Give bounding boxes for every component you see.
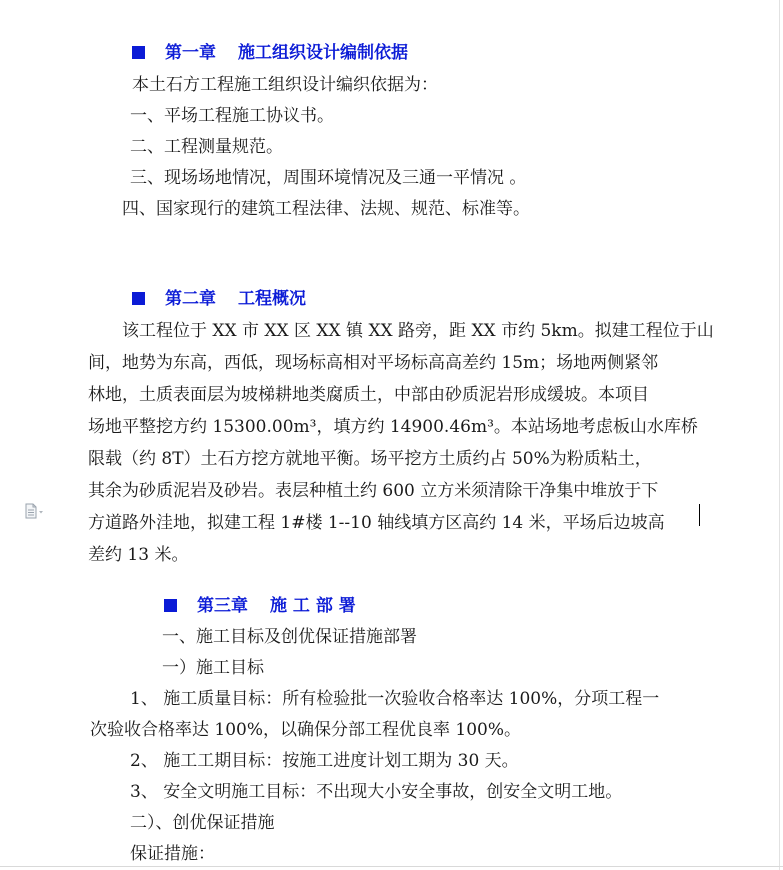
chapter2-line-4: 场地平整挖方约 15300.00m³，填方约 14900.46m³。本站场地考虑板山水库桥: [88, 417, 698, 437]
chapter2-line-3: 林地，土质表面层为坡梯耕地类腐质土，中部由砂质泥岩形成缓坡。本项目: [88, 385, 649, 405]
chapter3-goal1-line2: 次验收合格率达 100%，以确保分部工程优良率 100%。: [90, 720, 522, 740]
chapter2-line-5: 限载（约 8T）土石方挖方就地平衡。场平挖方土质约占 50%为粉质粘土，: [88, 449, 652, 469]
chapter2-title: 第二章: [165, 289, 216, 309]
document-paragraph-icon[interactable]: [24, 503, 44, 519]
bullet-square-icon: [164, 599, 177, 612]
chapter1-heading: [132, 43, 408, 63]
bullet-square-icon: [132, 46, 145, 59]
chapter3-goal3: 3、 安全文明施工目标：不出现大小安全事故，创安全文明工地。: [130, 782, 623, 802]
chapter2-subtitle: 工程概况: [238, 289, 306, 309]
chapter3-title: 第三章: [197, 596, 248, 616]
page-bottom-edge: [0, 866, 783, 867]
chapter1-item-4: 四、国家现行的建筑工程法律、法规、规范、标准等。: [122, 199, 530, 219]
chapter3-goal1-line1: 1、 施工质量目标：所有检验批一次验收合格率达 100%，分项工程一: [130, 689, 660, 709]
chapter1-item-2: 二、工程测量规范。: [130, 137, 283, 157]
chapter3-sub1: 一）施工目标: [162, 658, 264, 678]
chapter3-sub2: 二）、创优保证措施: [130, 813, 275, 833]
page-edge: [779, 0, 780, 870]
chapter2-line-6: 其余为砂质泥岩及砂岩。表层种植土约 600 立方米须清除干净集中堆放于下: [88, 481, 659, 501]
chapter3-measures: 保证措施：: [130, 844, 215, 864]
chapter2-line-2: 间，地势为东高，西低，现场标高相对平场标高高差约 15m；场地两侧紧邻: [88, 353, 659, 373]
chapter3-section1: 一、施工目标及创优保证措施部署: [162, 627, 417, 647]
chapter1-intro: 本土石方工程施工组织设计编织依据为：: [132, 75, 438, 95]
chapter2-line-8: 差约 13 米。: [88, 545, 189, 565]
chapter3-goal2: 2、 施工工期目标：按施工进度计划工期为 30 天。: [130, 751, 519, 771]
chapter3-subtitle: 施 工 部 署: [270, 596, 356, 616]
chapter2-heading: [132, 289, 306, 309]
bullet-square-icon: [132, 292, 145, 305]
chapter2-line-1: 该工程位于 XX 市 XX 区 XX 镇 XX 路旁，距 XX 市约 5km。拟建工程位于山: [122, 321, 714, 341]
chapter1-item-3: 三、现场场地情况，周围环境情况及三通一平情况 。: [130, 168, 527, 188]
chapter3-heading: [164, 596, 356, 616]
text-cursor: [699, 504, 700, 526]
chapter2-paragraph: [88, 315, 714, 571]
chapter1-subtitle: 施工组织设计编制依据: [238, 43, 408, 63]
chapter1-title: 第一章: [165, 43, 216, 63]
chapter1-item-1: 一、平场工程施工协议书。: [130, 106, 334, 126]
chapter2-line-7: 方道路外洼地，拟建工程 1#楼 1--10 轴线填方区高约 14 米，平场后边坡高: [88, 513, 665, 533]
